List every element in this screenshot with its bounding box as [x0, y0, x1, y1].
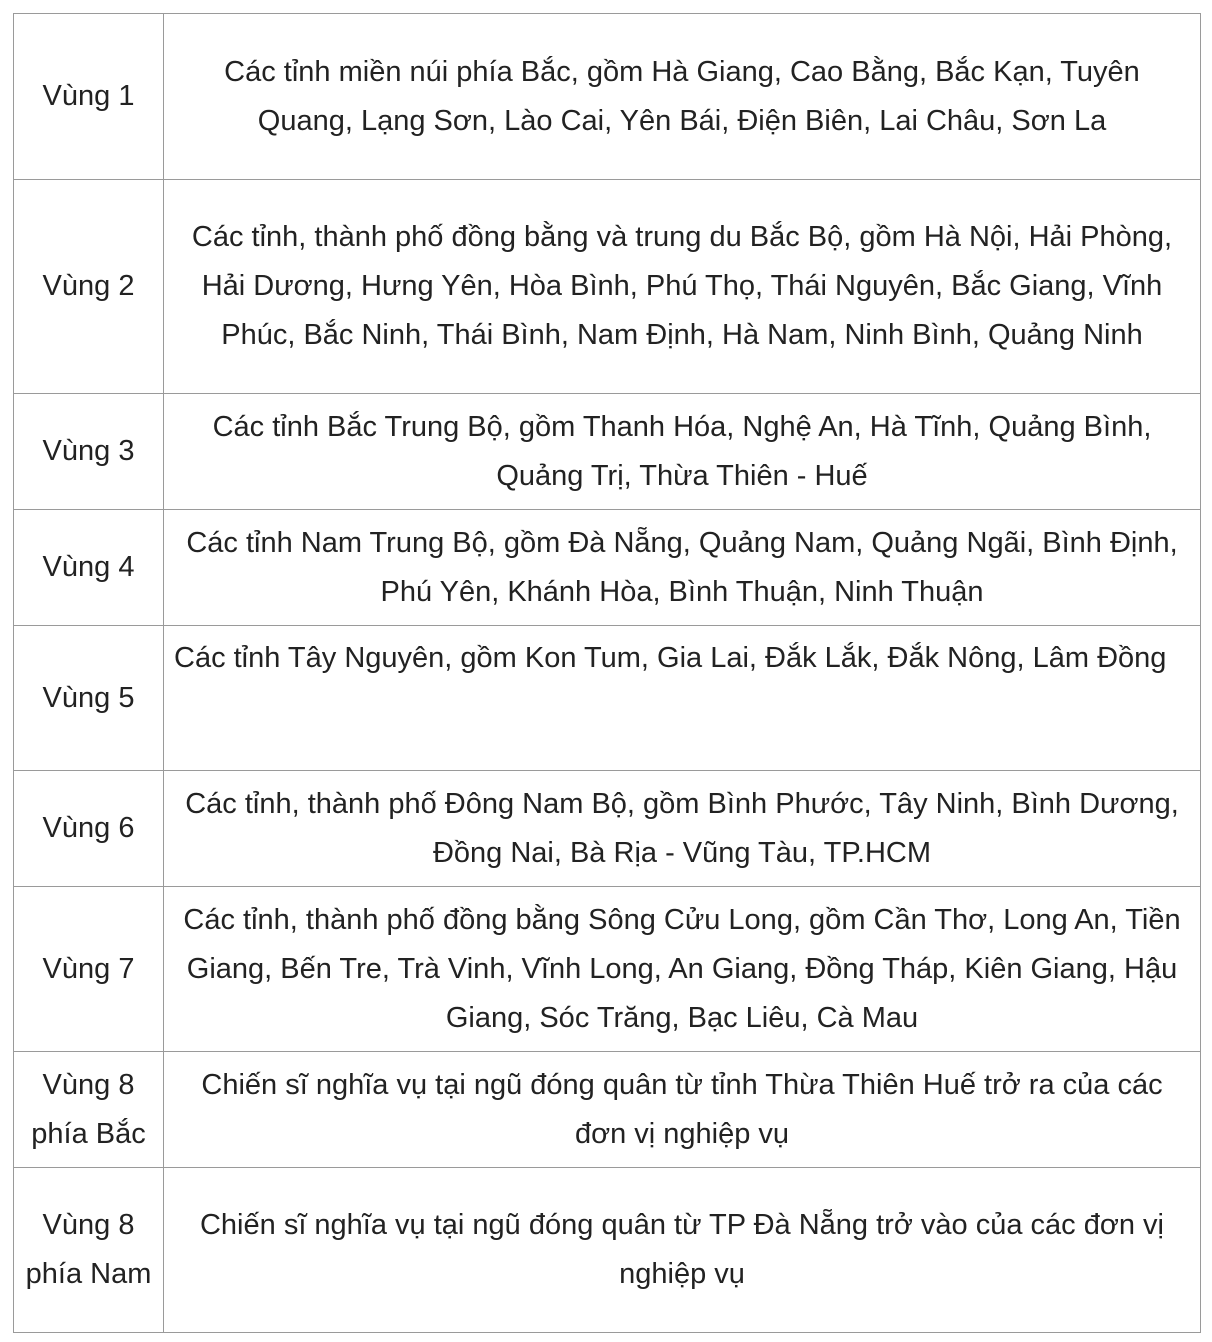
province-list: Các tỉnh, thành phố Đông Nam Bộ, gồm Bình Phước, Tây Ninh, Bình Dương, Đồng Nai, Bà Rịa - Vũng Tàu, TP.HCM [164, 771, 1201, 887]
table-row [14, 1168, 1201, 1333]
region-name: Vùng 5 [14, 626, 164, 771]
region-name: Vùng 1 [14, 14, 164, 180]
region-name: Vùng 6 [14, 771, 164, 887]
region-name: Vùng 8 phía Nam [14, 1168, 164, 1333]
region-table [13, 13, 1201, 1333]
table-row [14, 394, 1201, 510]
province-list: Các tỉnh Nam Trung Bộ, gồm Đà Nẵng, Quảng Nam, Quảng Ngãi, Bình Định, Phú Yên, Khánh Hòa, Bình Thuận, Ninh Thuận [164, 510, 1201, 626]
province-list: Các tỉnh, thành phố đồng bằng Sông Cửu Long, gồm Cần Thơ, Long An, Tiền Giang, Bến Tre, Trà Vinh, Vĩnh Long, An Giang, Đồng Tháp, Kiên Giang, Hậu Giang, Sóc Trăng, Bạc Liêu, Cà Mau [164, 887, 1201, 1052]
region-name: Vùng 3 [14, 394, 164, 510]
region-name: Vùng 4 [14, 510, 164, 626]
province-list: Chiến sĩ nghĩa vụ tại ngũ đóng quân từ tỉnh Thừa Thiên Huế trở ra của các đơn vị nghiệp vụ [164, 1052, 1201, 1168]
table-row [14, 180, 1201, 394]
province-list: Các tỉnh, thành phố đồng bằng và trung du Bắc Bộ, gồm Hà Nội, Hải Phòng, Hải Dương, Hưng Yên, Hòa Bình, Phú Thọ, Thái Nguyên, Bắc Giang, Vĩnh Phúc, Bắc Ninh, Thái Bình, Nam Định, Hà Nam, Ninh Bình, Quảng Ninh [164, 180, 1201, 394]
region-name: Vùng 2 [14, 180, 164, 394]
table-row [14, 887, 1201, 1052]
province-list: Các tỉnh Bắc Trung Bộ, gồm Thanh Hóa, Nghệ An, Hà Tĩnh, Quảng Bình, Quảng Trị, Thừa Thiên - Huế [164, 394, 1201, 510]
province-list: Chiến sĩ nghĩa vụ tại ngũ đóng quân từ TP Đà Nẵng trở vào của các đơn vị nghiệp vụ [164, 1168, 1201, 1333]
province-list: Các tỉnh Tây Nguyên, gồm Kon Tum, Gia Lai, Đắk Lắk, Đắk Nông, Lâm Đồng [164, 626, 1201, 771]
table-row [14, 771, 1201, 887]
table-row [14, 1052, 1201, 1168]
table-row [14, 14, 1201, 180]
table-row [14, 626, 1201, 771]
province-list: Các tỉnh miền núi phía Bắc, gồm Hà Giang, Cao Bằng, Bắc Kạn, Tuyên Quang, Lạng Sơn, Lào Cai, Yên Bái, Điện Biên, Lai Châu, Sơn La [164, 14, 1201, 180]
region-name: Vùng 7 [14, 887, 164, 1052]
table-row [14, 510, 1201, 626]
region-name: Vùng 8 phía Bắc [14, 1052, 164, 1168]
